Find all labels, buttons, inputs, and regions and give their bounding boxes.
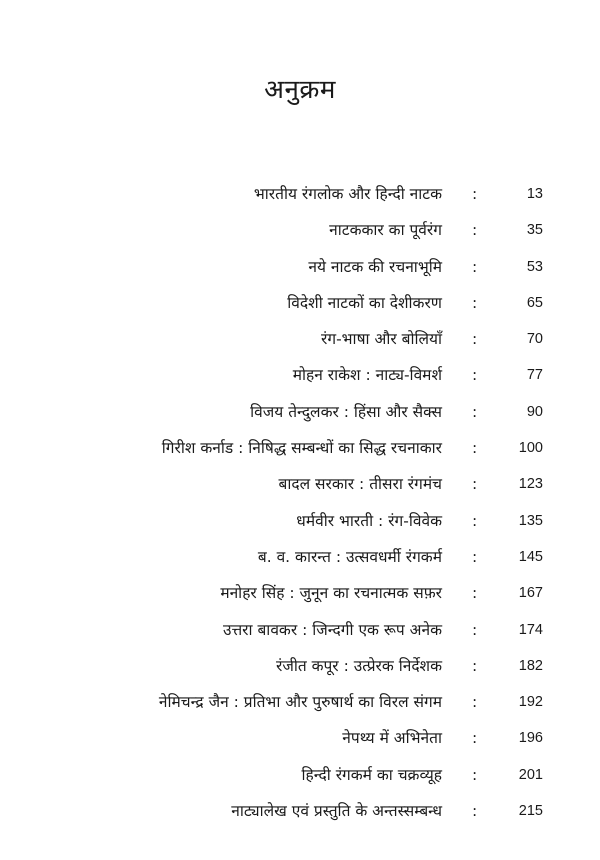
toc-page-number: 70 bbox=[526, 331, 543, 348]
toc-separator: : bbox=[472, 185, 478, 203]
toc-entry-title: ब. व. कारन्त : उत्सवधर्मी रंगकर्म bbox=[257, 547, 442, 566]
toc-separator: : bbox=[472, 584, 478, 603]
toc-list bbox=[0, 183, 600, 836]
toc-page-number: 174 bbox=[518, 621, 543, 638]
toc-separator: : bbox=[472, 402, 478, 421]
toc-separator: : bbox=[472, 511, 478, 530]
toc-page-number: 123 bbox=[518, 476, 543, 493]
toc-entry-title: मनोहर सिंह : जुनून का रचनात्मक सफ़र bbox=[220, 584, 442, 603]
toc-separator: : bbox=[472, 656, 478, 675]
toc-separator: : bbox=[472, 439, 478, 458]
toc-entry-title: उत्तरा बावकर : जिन्दगी एक रूप अनेक bbox=[222, 620, 442, 639]
toc-page-number: 77 bbox=[526, 367, 543, 384]
toc-separator: : bbox=[472, 620, 478, 639]
toc-entry bbox=[0, 800, 600, 836]
toc-page-number: 90 bbox=[526, 403, 543, 420]
toc-entry bbox=[0, 183, 600, 219]
toc-page-number: 167 bbox=[518, 585, 543, 602]
toc-separator: : bbox=[472, 547, 478, 566]
toc-entry bbox=[0, 364, 600, 400]
toc-page-number: 13 bbox=[526, 186, 543, 202]
toc-separator: : bbox=[472, 293, 478, 312]
toc-separator: : bbox=[472, 221, 478, 240]
toc-entry-title: नाट्यालेख एवं प्रस्तुति के अन्तस्सम्बन्ध bbox=[231, 802, 442, 821]
toc-separator: : bbox=[472, 330, 478, 349]
toc-page-number: 182 bbox=[518, 657, 543, 674]
toc-entry-title: नेमिचन्द्र जैन : प्रतिभा और पुरुषार्थ का विरल संगम bbox=[158, 693, 442, 712]
toc-page-number: 100 bbox=[518, 440, 543, 457]
toc-separator: : bbox=[472, 475, 478, 494]
toc-entry-title: रंग-भाषा और बोलियाँ bbox=[321, 330, 442, 349]
toc-entry-title: विजय तेन्दुलकर : हिंसा और सैक्स bbox=[250, 402, 442, 421]
toc-separator: : bbox=[472, 257, 478, 276]
toc-page-number: 196 bbox=[518, 730, 543, 747]
toc-entry bbox=[0, 727, 600, 763]
toc-entry bbox=[0, 764, 600, 800]
toc-entry-title: नये नाटक की रचनाभूमि bbox=[308, 257, 442, 276]
toc-entry-title: विदेशी नाटकों का देशीकरण bbox=[287, 293, 442, 312]
toc-page-number: 65 bbox=[526, 294, 543, 311]
toc-entry bbox=[0, 473, 600, 509]
toc-separator: : bbox=[472, 765, 478, 784]
toc-entry bbox=[0, 546, 600, 582]
toc-page-number: 145 bbox=[518, 548, 543, 565]
toc-separator: : bbox=[472, 693, 478, 712]
toc-entry bbox=[0, 510, 600, 546]
toc-entry-title: रंजीत कपूर : उत्प्रेरक निर्देशक bbox=[275, 656, 442, 675]
toc-entry-title: गिरीश कर्नाड : निषिद्ध सम्बन्धों का सिद्ध रचनाकार bbox=[161, 439, 442, 458]
toc-page-number: 192 bbox=[518, 694, 543, 711]
toc-page-number: 215 bbox=[518, 803, 543, 820]
toc-entry bbox=[0, 655, 600, 691]
toc-entry bbox=[0, 256, 600, 292]
toc-entry-title: हिन्दी रंगकर्म का चक्रव्यूह bbox=[301, 765, 442, 784]
toc-entry bbox=[0, 437, 600, 473]
toc-page-number: 135 bbox=[518, 512, 543, 529]
toc-entry bbox=[0, 328, 600, 364]
toc-separator: : bbox=[472, 366, 478, 385]
toc-entry-title: नाटककार का पूर्वरंग bbox=[329, 221, 442, 240]
toc-entry-title: धर्मवीर भारती : रंग-विवेक bbox=[296, 511, 442, 530]
toc-page-number: 201 bbox=[518, 766, 543, 783]
toc-page-number: 53 bbox=[526, 258, 543, 275]
toc-entry-title: मोहन राकेश : नाट्य-विमर्श bbox=[292, 366, 442, 385]
toc-entry bbox=[0, 401, 600, 437]
toc-entry bbox=[0, 582, 600, 618]
toc-entry-title: भारतीय रंगलोक और हिन्दी नाटक bbox=[253, 185, 442, 203]
toc-entry bbox=[0, 619, 600, 655]
page-title: अनुक्रम bbox=[264, 75, 336, 105]
toc-entry-title: नेपथ्य में अभिनेता bbox=[342, 729, 442, 748]
toc-separator: : bbox=[472, 729, 478, 748]
toc-entry bbox=[0, 691, 600, 727]
toc-page-number: 35 bbox=[526, 222, 543, 239]
toc-entry-title: बादल सरकार : तीसरा रंगमंच bbox=[278, 475, 442, 494]
toc-entry bbox=[0, 292, 600, 328]
toc-separator: : bbox=[472, 802, 478, 821]
toc-entry bbox=[0, 219, 600, 255]
